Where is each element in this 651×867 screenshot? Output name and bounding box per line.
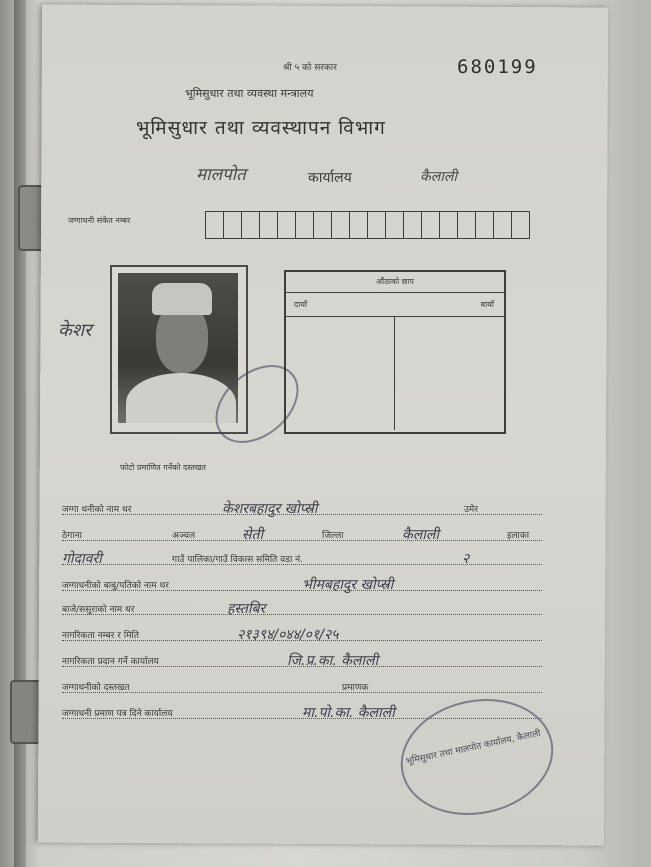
field-label: ठेगाना [62, 531, 82, 541]
field-value-handwritten: केशरबहादुर खोप्स्री [222, 501, 318, 517]
field-grandfather-name: बाजे/ससुराको नाम थर हस्तबिर [62, 598, 542, 618]
field-father-name: जग्गाधनीको बाबु/पतिको नाम थर भीमबहादुर खोप्स्री [62, 574, 542, 594]
government-heading: श्री ५ को सरकार [283, 63, 337, 73]
office-place-handwritten: कैलाली [420, 169, 457, 185]
verifier-signature-handwritten: केशर [58, 320, 92, 341]
field-address: ठेगाना अञ्चल सेती जिल्ला कैलाली इलाका [62, 524, 542, 544]
thumbprint-box [284, 270, 506, 434]
field-citizenship-office: नागरिकता प्रदान गर्ने कार्यालय जि.प्र.का. कैलाली [62, 650, 542, 670]
thumbprint-subheader [286, 294, 504, 317]
field-owner-signature: जग्गाधनीको दस्तखत प्रमाणक [62, 676, 542, 696]
department-heading: भूमिसुधार तथा व्यवस्थापन विभाग [136, 117, 386, 139]
field-vdc-ward: गोदावरी गाउँ पालिका/गाउँ विकास समिति वडा नं. २ [62, 548, 542, 568]
registration-number-boxes [206, 211, 530, 239]
office-name-handwritten: मालपोत [196, 165, 246, 185]
thumbprint-title: औंठाको छाप [286, 272, 504, 293]
field-citizenship-number: नागरिकता नम्बर र मिति २१३९४/०४४/०१/२५ [62, 624, 542, 644]
office-label: कार्यालय [308, 170, 352, 186]
registration-number-label: जग्गाधनी संकेत नम्बर [68, 216, 131, 225]
serial-number: 680199 [457, 56, 538, 78]
field-suffix: उमेर [464, 505, 478, 515]
field-issuing-office: जग्गाधनी प्रमाण पत्र दिने कार्यालय मा.पो.का. कैलाली [62, 702, 542, 722]
thumbprint-right-label: दायाँ [294, 300, 308, 309]
office-seal-text: भूमिसुधार तथा मालपोत कार्यालय, कैलाली [405, 728, 542, 768]
thumbprint-left-label: बायाँ [480, 300, 494, 309]
field-label: जग्गा धनीको नाम थर [62, 505, 132, 515]
ministry-heading: भूमिसुधार तथा व्यवस्था मन्त्रालय [185, 87, 314, 100]
photo-caption: फोटो प्रमाणित गर्नेको दस्तखत [120, 463, 206, 472]
field-owner-name [62, 498, 542, 518]
